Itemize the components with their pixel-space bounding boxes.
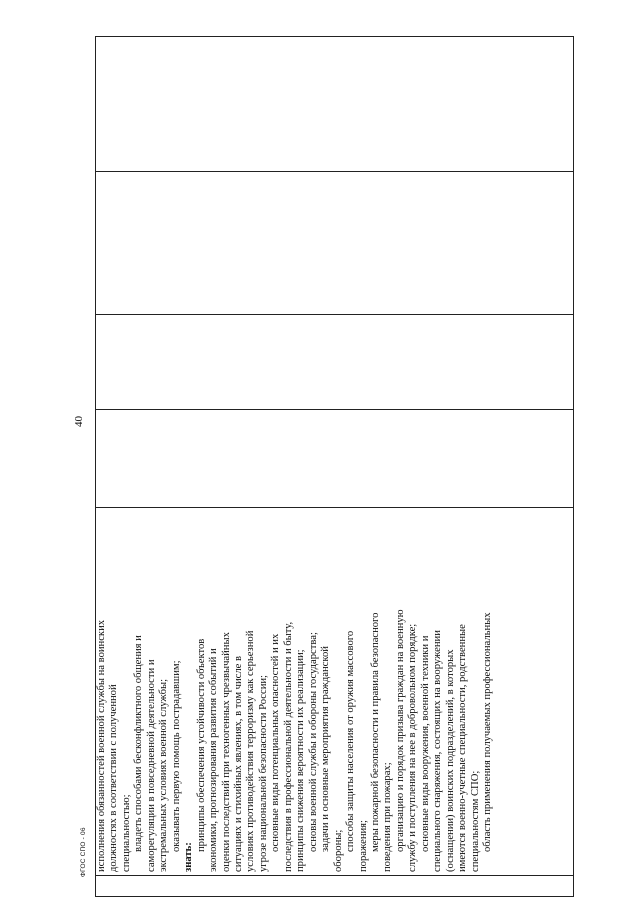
text-line: службу и поступления на нее в добровольном порядке;: [407, 623, 419, 872]
text-line: основные виды вооружения, военной техники и: [419, 635, 431, 852]
footer-code: ФГОС СПО - 06: [80, 827, 87, 877]
text-line: обороны;: [332, 829, 344, 872]
rotated-page: [73, 37, 574, 897]
text-line: условиях противодействия терроризму как серьезной: [245, 630, 257, 872]
text-line: оказывать первую помощь пострадавшим;: [170, 660, 182, 852]
text-line: (оснащении) воинских подразделений, в которых: [444, 649, 456, 872]
text-line: последствия в профессиональной деятельности и быту,: [282, 621, 294, 872]
empty-cell-hours-max: [96, 410, 574, 508]
text-line: ситуациях и стихийных явлениях, в том числе в: [232, 655, 244, 872]
text-line: задачи и основные мероприятия гражданской: [320, 646, 332, 852]
empty-cell-hours-class: [96, 315, 574, 410]
table-row: [96, 37, 574, 897]
text-line: специального снаряжения, состоящих на вооружении: [432, 630, 444, 872]
text-line: способы защиты населения от оружия массового: [345, 630, 357, 852]
text-line: имеются военно-учетные специальности, родственные: [457, 624, 469, 872]
empty-cell-discipline: [96, 172, 574, 315]
text-line: угрозе национальной безопасности России;: [257, 675, 269, 872]
text-line: основы военной службы и обороны государства;: [307, 632, 319, 852]
text-line: меры пожарной безопасности и правила безопасного: [369, 612, 381, 852]
page-number: 40: [73, 416, 85, 427]
text-line: организацию и порядок призыва граждан на военную: [394, 609, 406, 852]
text-line: поражения;: [357, 819, 369, 872]
text-line: саморегуляции в повседневной деятельности и: [145, 659, 157, 872]
content-table: [95, 36, 574, 897]
text-line: экстремальных условиях военной службы;: [158, 678, 170, 872]
description-text: [96, 508, 495, 875]
text-line: владеть способами бесконфликтного общения и: [133, 635, 145, 852]
text-line: область применения получаемых профессиональных: [482, 612, 494, 852]
text-line: оценки последствий при техногенных чрезвычайных: [220, 632, 232, 872]
empty-cell-code: [96, 876, 574, 897]
text-line: принципы обеспечения устойчивости объектов: [195, 638, 207, 852]
empty-cell-competency: [96, 37, 574, 172]
text-line: специальностью;: [120, 794, 132, 872]
text-line: исполнения обязанностей военной службы на воинских: [96, 619, 107, 872]
description-cell: [96, 508, 574, 876]
text-line: знать:: [183, 842, 195, 872]
text-line: экономики, прогнозирования развития событий и: [208, 648, 220, 872]
text-line: принципы снижения вероятности их реализации;: [295, 649, 307, 872]
text-line: специальностям СПО;: [469, 770, 481, 872]
text-line: поведения при пожарах;: [382, 762, 394, 872]
text-line: основные виды потенциальных опасностей и их: [270, 633, 282, 852]
text-line: должностях в соответствии с полученной: [108, 684, 120, 872]
